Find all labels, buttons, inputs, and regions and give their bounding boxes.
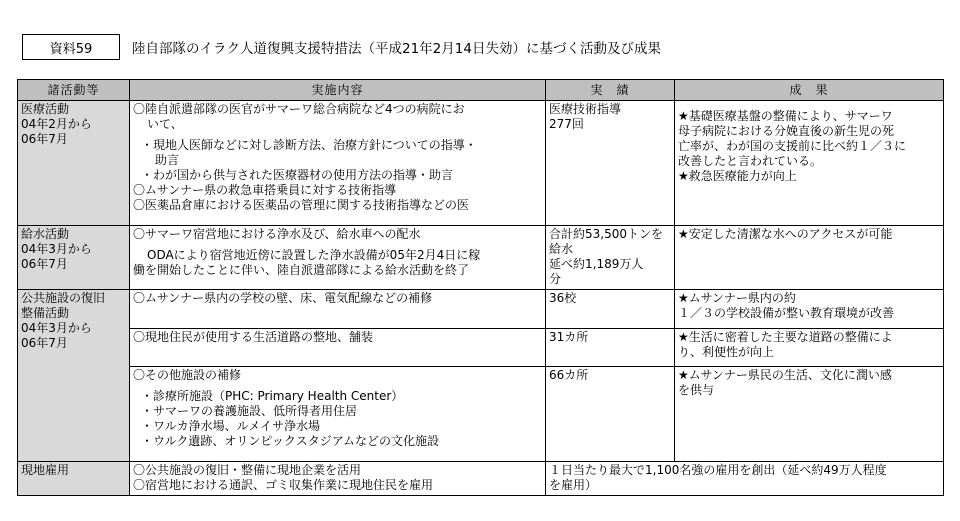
outcome-line: ★ムサンナー県内の約 (678, 291, 796, 306)
outcome-other (675, 366, 944, 461)
table-row-facilities-schools (18, 290, 944, 328)
content-schools (130, 290, 546, 328)
result-line: 分 (549, 271, 562, 286)
outcome-schools (675, 290, 944, 328)
content-line: 助言 (155, 153, 180, 167)
result-other: 66カ所 (546, 366, 675, 461)
content-line: 〇その他施設の補修 (133, 367, 242, 382)
col-header-activity: 諸活動等 (18, 80, 130, 101)
category-line: 06年7月 (21, 336, 68, 351)
category-line: 04年2月から (21, 117, 92, 131)
table-row-medical (18, 101, 944, 226)
category-line: 医療活動 (21, 102, 70, 116)
result-employment (546, 461, 944, 495)
col-header-result: 実 績 (546, 80, 675, 101)
result-line: 277回 (549, 117, 584, 131)
result-line: 給水 (549, 241, 574, 256)
content-line: いて、 (147, 117, 183, 131)
content-line: ・サマーワの養護施設、低所得者用住居 (141, 403, 358, 418)
document-label: 資料59 (22, 34, 120, 60)
category-line: 給水活動 (21, 226, 70, 241)
result-water (546, 225, 675, 289)
content-line: ・診療所施設（PHC: Primary Health Center） (141, 388, 404, 403)
table-row-facilities-other (18, 366, 944, 461)
content-employment (130, 461, 546, 495)
col-header-content: 実施内容 (130, 80, 546, 101)
document-title: 陸自部隊のイラク人道復興支援特措法（平成21年2月14日失効）に基づく活動及び成果 (132, 41, 661, 57)
content-line: ・ウルク遺跡、オリンピックスタジアムなどの文化施設 (141, 433, 439, 448)
table-row-facilities-roads (18, 328, 944, 366)
content-medical (130, 101, 546, 226)
category-medical (18, 101, 130, 226)
result-line: 延べ約1,189万人 (549, 256, 644, 271)
category-line: 04年3月から (21, 321, 92, 336)
content-line: 〇サマーワ宿営地における浄水及び、給水車への配水 (133, 226, 421, 241)
outcome-line: １／３の学校設備が整い教育環境が改善 (678, 306, 895, 321)
outcome-line: ★安定した清潔な水へのアクセスが可能 (678, 226, 893, 241)
outcome-medical (675, 101, 944, 226)
outcome-roads (675, 328, 944, 366)
outcome-water (675, 225, 944, 289)
content-water (130, 225, 546, 289)
category-line: 06年7月 (21, 132, 68, 146)
outcome-line: ★ムサンナー県民の生活、文化に潤い感 (678, 367, 892, 382)
content-line: ・現地人医師などに対し診断方法、治療方針についての指導・ (141, 138, 477, 152)
content-line: ・ワルカ浄水場、ルメイサ浄水場 (141, 418, 321, 433)
outcome-line: 改善したと言われている。 (678, 154, 823, 168)
outcome-line: り、利便性が向上 (678, 344, 775, 359)
outcome-line: 亡率が、わが国の支援前に比べ約１／３に (678, 139, 907, 153)
outcome-line: ★基礎医療基盤の整備により、サマーワ (678, 109, 893, 123)
result-roads: 31カ所 (546, 328, 675, 366)
content-roads (130, 328, 546, 366)
content-line: 働を開始したことに伴い、陸自派遣部隊による給水活動を終了 (133, 262, 470, 277)
content-line: 〇宿営地における通訳、ゴミ収集作業に現地住民を雇用 (133, 477, 434, 492)
category-employment: 現地雇用 (18, 461, 130, 495)
table-row-employment (18, 461, 944, 495)
result-line: を雇用） (549, 477, 598, 492)
content-line: ODAにより宿営地近傍に設置した浄水設備が05年2月4日に稼 (147, 247, 481, 262)
result-line: 合計約53,500トンを (549, 226, 663, 241)
category-water (18, 225, 130, 289)
content-line: 〇医薬品倉庫における医薬品の管理に関する技術指導などの医 (133, 198, 470, 212)
content-other (130, 366, 546, 461)
activities-table (17, 79, 944, 496)
category-line: 整備活動 (21, 306, 70, 321)
category-facilities (18, 290, 130, 461)
content-line: 〇ムサンナー県内の学校の壁、床、電気配線などの補修 (133, 291, 433, 306)
result-line: １日当たり最大で1,100名強の雇用を創出（延べ約49万人程度 (549, 462, 887, 477)
category-line: 04年3月から (21, 241, 92, 256)
outcome-line: を供与 (678, 382, 715, 397)
outcome-line: 母子病院における分娩直後の新生児の死 (678, 124, 895, 138)
content-line: 〇陸自派遣部隊の医官がサマーワ総合病院など4つの病院にお (133, 102, 465, 116)
category-line: 06年7月 (21, 256, 68, 271)
result-schools: 36校 (546, 290, 675, 328)
outcome-line: ★救急医療能力が向上 (678, 169, 797, 183)
content-line: ・わが国から供与された医療器材の使用方法の指導・助言 (141, 168, 454, 182)
col-header-outcome: 成 果 (675, 80, 944, 101)
content-line: 〇ムサンナー県の救急車搭乗員に対する技術指導 (133, 183, 397, 197)
content-line: 〇現地住民が使用する生活道路の整地、舗装 (133, 329, 374, 344)
content-line: 〇公共施設の復旧・整備に現地企業を活用 (133, 462, 362, 477)
category-line: 公共施設の復旧 (21, 291, 106, 306)
table-header-row (18, 80, 944, 101)
result-medical (546, 101, 675, 226)
table-row-water (18, 225, 944, 289)
outcome-line: ★生活に密着した主要な道路の整備によ (678, 329, 893, 344)
document-header (22, 33, 661, 61)
result-line: 医療技術指導 (549, 102, 622, 116)
